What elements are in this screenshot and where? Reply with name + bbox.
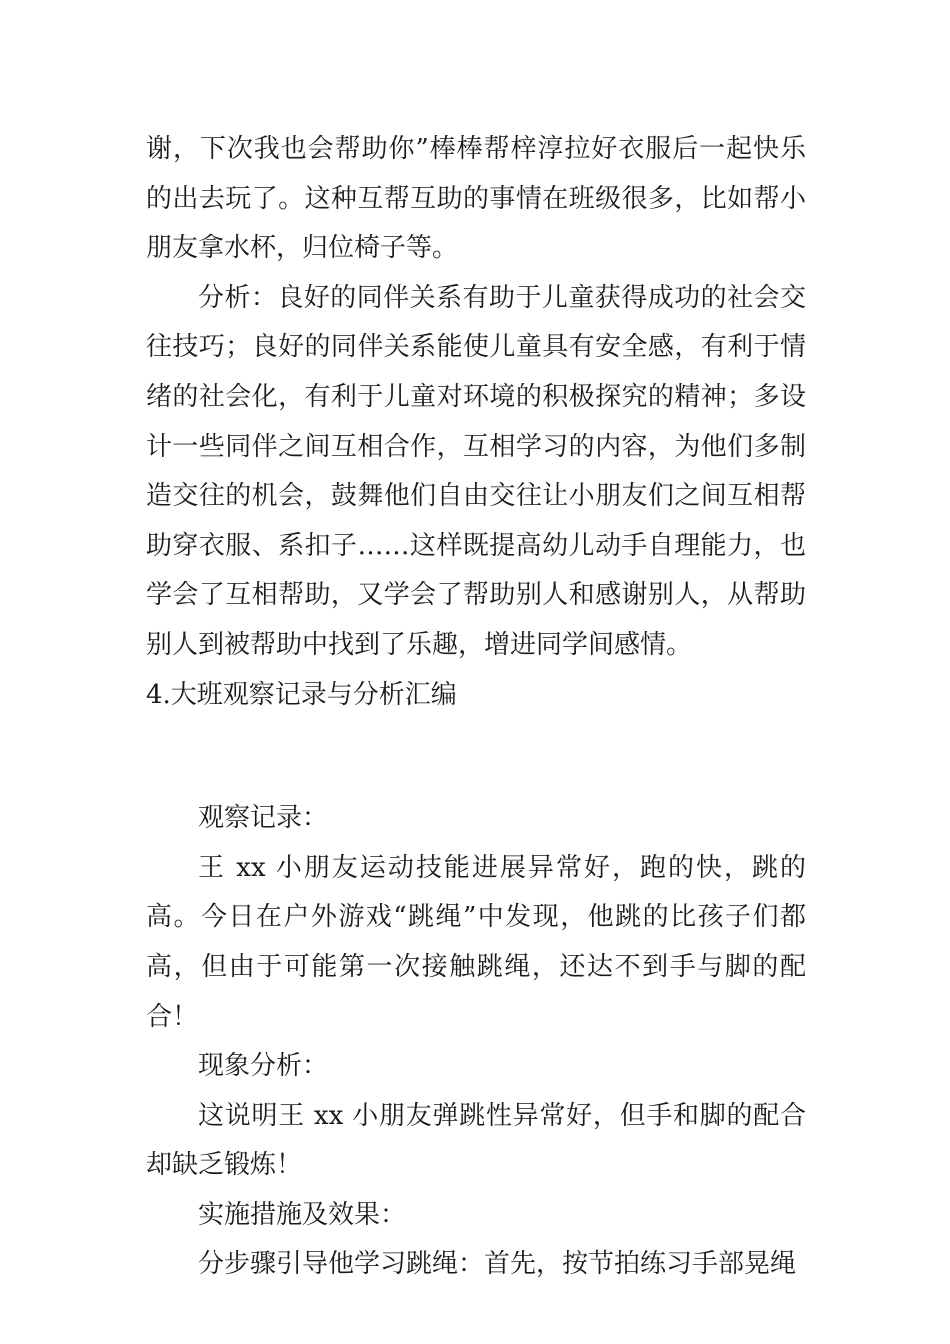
paragraph-phenomenon: 这说明王 xx 小朋友弹跳性异常好，但手和脚的配合却缺乏锻炼！: [146, 1100, 806, 1181]
paragraph-continuation: 谢，下次我也会帮助你”棒棒帮梓淳拉好衣服后一起快乐的出去玩了。这种互帮互助的事情在班级很多，比如帮小朋友拿水杯，归位椅子等。: [146, 134, 806, 264]
paragraph-measures: 分步骤引导他学习跳绳：首先，按节拍练习手部晃绳: [198, 1249, 797, 1280]
document-body: [146, 125, 806, 1290]
section-spacer: [146, 720, 806, 794]
subheading-observation: 观察记录：: [198, 803, 329, 834]
section-heading: 4.大班观察记录与分析汇编: [146, 679, 457, 710]
subheading-measures: 实施措施及效果：: [198, 1199, 407, 1230]
subheading-phenomenon: 现象分析：: [198, 1051, 329, 1082]
paragraph-analysis: 分析：良好的同伴关系有助于儿童获得成功的社会交往技巧；良好的同伴关系能使儿童具有安全感，有利于情绪的社会化，有利于儿童对环境的积极探究的精神；多设计一些同伴之间互相合作，互相学习的内容，为他们多制造交往的机会，鼓舞他们自由交往让小朋友们之间互相帮助穿衣服、系扣子……这样既提高幼儿动手自理能力，也学会了互相帮助，又学会了帮助别人和感谢别人，从帮助别人到被帮助中找到了乐趣，增进同学间感情。: [146, 282, 806, 660]
paragraph-observation: 王 xx 小朋友运动技能进展异常好，跑的快，跳的高。今日在户外游戏“跳绳”中发现，他跳的比孩子们都高，但由于可能第一次接触跳绳，还达不到手与脚的配合！: [146, 852, 806, 1032]
